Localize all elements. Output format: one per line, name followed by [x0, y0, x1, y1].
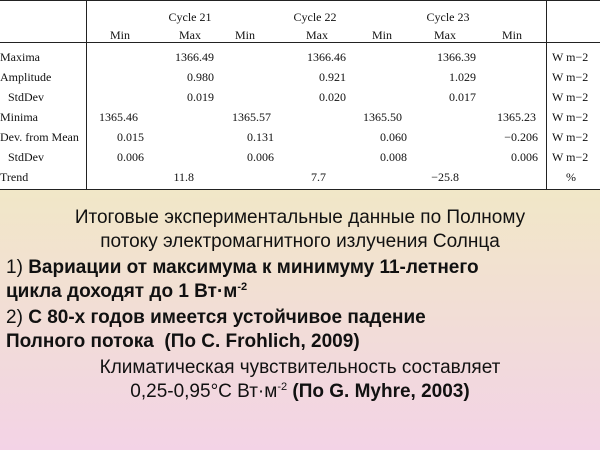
table-cell: 1366.46 — [307, 50, 346, 64]
subheader-max: Max — [434, 28, 456, 42]
table-cell: 1366.39 — [437, 50, 476, 64]
row-label-trend: Trend — [0, 170, 29, 184]
row-label-maxima: Maxima — [0, 50, 40, 64]
table-cell: 1365.23 — [497, 110, 536, 124]
table-cell: 1365.46 — [99, 110, 138, 124]
point-1-exponent: -2 — [237, 281, 248, 293]
table-cell: 0.019 — [187, 90, 214, 104]
point-2-cont-text: Полного потока — [6, 331, 154, 352]
point-1-continued — [6, 280, 247, 304]
row-label-stddev: StdDev — [8, 150, 44, 164]
table-cell: 0.015 — [117, 130, 144, 144]
row-unit: % — [566, 170, 576, 184]
table-cell: 0.131 — [247, 130, 274, 144]
table-top-rule — [0, 0, 600, 1]
table-cell: 0.020 — [319, 90, 346, 104]
subheader-min: Min — [501, 28, 522, 42]
point-2 — [6, 306, 426, 330]
table-unit-divider — [546, 0, 547, 190]
table-cell: 0.921 — [319, 70, 346, 84]
table-cell: 0.017 — [449, 90, 476, 104]
subheader-min: Min — [371, 28, 392, 42]
point-1-number: 1) — [6, 257, 23, 278]
table-cell: 0.006 — [247, 150, 274, 164]
cycle-21-header: Cycle 21 — [168, 10, 212, 24]
table-bottom-rule — [0, 189, 600, 190]
table-header-rule — [0, 42, 600, 43]
table-cell: 1366.49 — [175, 50, 214, 64]
summary-line-1: Итоговые экспериментальные данные по Полному — [74, 207, 526, 228]
sensitivity-line-1: Климатическая чувствительность составляет — [99, 357, 501, 378]
summary-line-2: потоку электромагнитного излучения Солнца — [100, 231, 500, 252]
subheader-min: Min — [109, 28, 130, 42]
point-2-citation: (По С. Frohlich, 2009) — [164, 331, 360, 352]
table-cell: 0.006 — [511, 150, 538, 164]
table-cell: 0.006 — [117, 150, 144, 164]
sensitivity-exponent: -2 — [277, 381, 288, 393]
row-label-stddev: StdDev — [8, 90, 44, 104]
table-cell: −25.8 — [431, 170, 459, 184]
row-label-minima: Minima — [0, 110, 38, 124]
row-unit: W m−2 — [552, 130, 589, 144]
point-2-continued — [6, 330, 360, 354]
row-unit: W m−2 — [552, 150, 589, 164]
point-2-text: С 80-х годов имеется устойчивое падение — [28, 307, 426, 328]
subheader-max: Max — [306, 28, 328, 42]
cycle-23-header: Cycle 23 — [426, 10, 470, 24]
row-unit: W m−2 — [552, 70, 589, 84]
sensitivity-value: 0,25-0,95°С Вт·м — [130, 381, 278, 402]
table-cell: 1365.57 — [232, 110, 271, 124]
table-cell: 1.029 — [449, 70, 476, 84]
table-cell: 11.8 — [173, 170, 194, 184]
sensitivity-citation: (По G. Myhre, 2003) — [292, 381, 470, 402]
row-unit: W m−2 — [552, 90, 589, 104]
sensitivity-line-2 — [0, 380, 600, 404]
table-cell: 7.7 — [311, 170, 326, 184]
point-1 — [6, 256, 479, 280]
row-unit: W m−2 — [552, 110, 589, 124]
table-cell: 1365.50 — [363, 110, 402, 124]
point-1-cont-text: цикла доходят до 1 Вт·м — [6, 281, 238, 302]
solar-irradiance-table — [0, 0, 600, 190]
table-cell: 0.008 — [380, 150, 407, 164]
row-unit: W m−2 — [552, 50, 589, 64]
table-cell: −0.206 — [504, 130, 538, 144]
cycle-22-header: Cycle 22 — [293, 10, 337, 24]
point-2-number: 2) — [6, 307, 23, 328]
table-cell: 0.980 — [187, 70, 214, 84]
row-label-amplitude: Amplitude — [0, 70, 52, 84]
row-label-dev-from-mean: Dev. from Mean — [0, 130, 79, 144]
point-1-text: Вариации от максимума к минимуму 11-летнего — [28, 257, 479, 278]
table-cell: 0.060 — [380, 130, 407, 144]
subheader-max: Max — [179, 28, 201, 42]
subheader-min: Min — [234, 28, 255, 42]
